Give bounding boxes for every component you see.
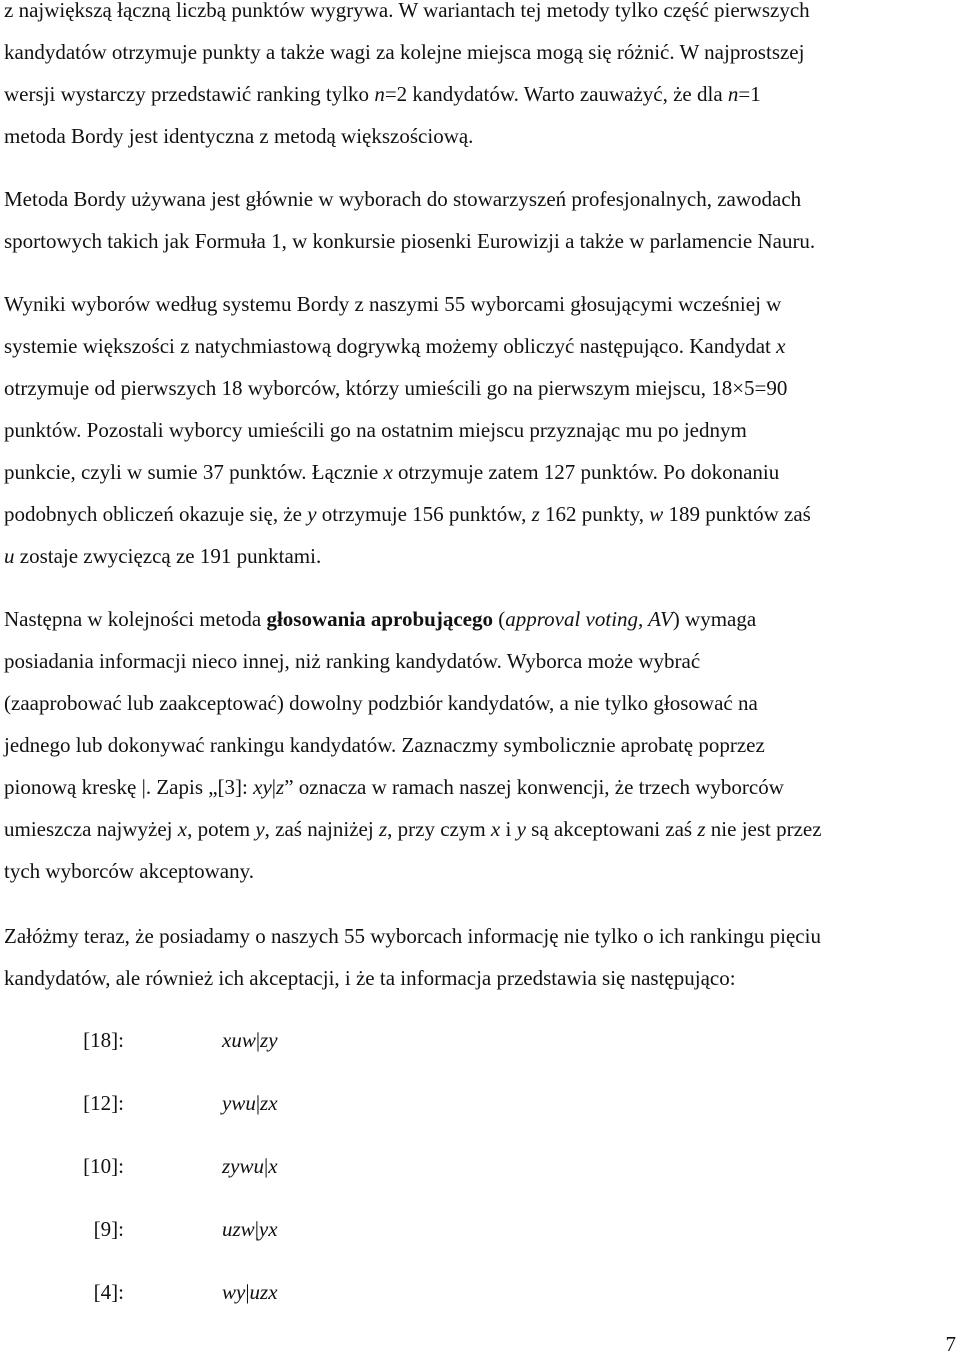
text-line: kandydatów otrzymuje punkty a także wagi za kolejne miejsca mogą się różnić. W najprostszej (4, 40, 805, 64)
ballot-count: [4]: (93, 1280, 124, 1304)
variable-z: z (531, 502, 540, 526)
ballot-count: [18]: (83, 1028, 124, 1052)
text-line: sportowych takich jak Formuła 1, w konkursie piosenki Eurowizji a także w parlamencie Nauru. (4, 229, 816, 253)
ballot-preference: xuw|zy (222, 1028, 278, 1052)
text-line: Załóżmy teraz, że posiadamy o naszych 55 wyborcach informację nie tylko o ich rankingu pięciu (4, 924, 821, 948)
ballot-preference: wy|uzx (222, 1280, 278, 1304)
ballot-count: [9]: (93, 1217, 124, 1241)
text-line: z największą łączną liczbą punktów wygrywa. W wariantach tej metody tylko część pierwszych (4, 0, 810, 22)
ballot-row (0, 1082, 960, 1124)
variable-y: y (307, 502, 317, 526)
text-line: kandydatów, ale również ich akceptacji, i że ta informacja przedstawia się następująco: (4, 966, 736, 990)
paragraph-borda-intro (4, 0, 958, 157)
text-line: posiadania informacji nieco innej, niż ranking kandydatów. Wyborca może wybrać (4, 649, 701, 673)
variable-w: w (649, 502, 664, 526)
variable-n: n (727, 82, 739, 106)
ballot-count: [12]: (83, 1091, 124, 1115)
variable-u: u (4, 544, 15, 568)
text-line: metoda Bordy jest identyczna z metodą większościową. (4, 124, 474, 148)
ballot-row (0, 1145, 960, 1187)
text-line: Wyniki wyborów według systemu Bordy z naszymi 55 wyborcami głosującymi wcześniej w (4, 292, 782, 316)
paragraph-borda-usage (4, 178, 958, 262)
italic-term: approval voting, AV (505, 607, 673, 631)
text-line: u zostaje zwycięzcą ze 191 punktami. (4, 544, 322, 568)
paragraph-borda-results (4, 283, 958, 577)
paragraph-assumption (4, 915, 958, 999)
text-line: tych wyborców akceptowany. (4, 859, 254, 883)
ballot-row (0, 1208, 960, 1250)
ballot-preference: ywu|zx (222, 1091, 278, 1115)
text-line: jednego lub dokonywać rankingu kandydatów. Zaznaczmy symbolicznie aprobatę poprzez (4, 733, 765, 757)
variable-n: n (374, 82, 385, 106)
ballot-row (0, 1271, 960, 1313)
text-line: Metoda Bordy używana jest głównie w wyborach do stowarzyszeń profesjonalnych, zawodach (4, 187, 802, 211)
text-line: otrzymuje od pierwszych 18 wyborców, którzy umieścili go na pierwszym miejscu, 18×5=90 (4, 376, 788, 400)
variable-x: x (776, 334, 786, 358)
bold-term: głosowania aprobującego (266, 607, 493, 631)
variable-x: x (383, 460, 393, 484)
text-line: (zaaprobować lub zaakceptować) dowolny podzbiór kandydatów, a nie tylko głosować na (4, 691, 758, 715)
text-line: punkcie, czyli w sumie 37 punktów. Łącznie x otrzymuje zatem 127 punktów. Po dokonaniu (4, 460, 780, 484)
ballot-row (0, 1019, 960, 1061)
ballot-preference: zywu|x (222, 1154, 278, 1178)
ballot-count: [10]: (83, 1154, 124, 1178)
text-line: systemie większości z natychmiastową dogrywką możemy obliczyć następująco. Kandydat x (4, 334, 786, 358)
text-line: wersji wystarczy przedstawić ranking tylko n=2 kandydatów. Warto zauważyć, że dla n=1 (4, 82, 761, 106)
paragraph-approval-voting (4, 598, 958, 892)
ballot-preference: uzw|yx (222, 1217, 278, 1241)
text-line: podobnych obliczeń okazuje się, że y otrzymuje 156 punktów, z 162 punkty, w 189 punktów zaś (4, 502, 811, 526)
text-line: punktów. Pozostali wyborcy umieścili go na ostatnim miejscu przyznając mu po jednym (4, 418, 747, 442)
text-line: pionową kreskę |. Zapis „[3]: xy|z” oznacza w ramach naszej konwencji, że trzech wyborców (4, 775, 784, 799)
text-line: Następna w kolejności metoda głosowania aprobującego (approval voting, AV) wymaga (4, 607, 757, 631)
text-line: umieszcza najwyżej x, potem y, zaś najniżej z, przy czym x i y są akceptowani zaś z nie jest przez (4, 817, 822, 841)
page-number: 7 (945, 1332, 956, 1356)
